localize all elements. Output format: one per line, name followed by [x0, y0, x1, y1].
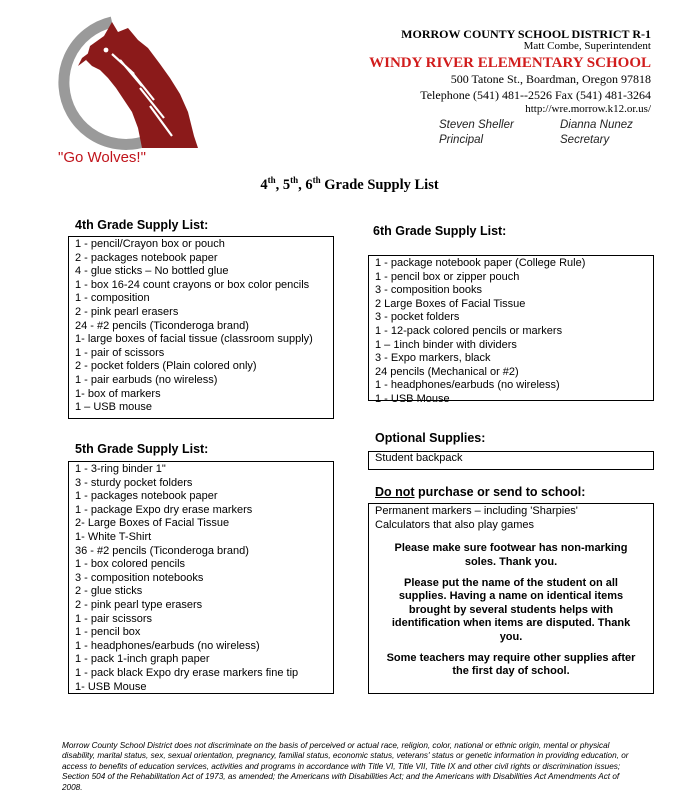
optional-box [368, 451, 654, 470]
school-phone: Telephone (541) 481--2526 Fax (541) 481-3264 [420, 88, 651, 102]
name-label-note: Please put the name of the student on all supplies. Having a name on identical items brought by several students helps with identification when items are disputed. Thank you. [391, 577, 631, 643]
supply-item: 24 - #2 pencils (Ticonderoga brand) [75, 319, 249, 332]
do-not-box [368, 503, 654, 694]
do-not-title: Do not purchase or send to school: [375, 485, 586, 499]
optional-title: Optional Supplies: [375, 431, 486, 445]
supply-item: 1 - 3-ring binder 1" [75, 463, 166, 475]
supply-item: 1 - pencil box [75, 626, 141, 639]
supply-item: 2- Large Boxes of Facial Tissue [75, 517, 230, 530]
optional-item: Student backpack [375, 452, 463, 464]
supply-item: 2 - pocket folders (Plain colored only) [75, 360, 257, 373]
do-not-item: Calculators that also play games [375, 518, 534, 531]
supply-item: 2 - pink pearl type erasers [75, 598, 203, 611]
supply-item: 1 - pencil box or zipper pouch [375, 270, 520, 283]
grade5-list [69, 462, 333, 694]
grade6-title: 6th Grade Supply List: [373, 224, 507, 238]
secretary-title: Secretary [560, 134, 610, 146]
supply-item: 1- White T-Shirt [75, 530, 152, 543]
supply-item: 1 - pack 1-inch graph paper [75, 653, 210, 666]
grade4-list [69, 237, 333, 415]
supply-item: 1- box of markers [75, 387, 161, 400]
grade4-supply-box [68, 236, 334, 419]
do-not-item: Permanent markers – including 'Sharpies' [375, 505, 578, 517]
supply-item: 1 - pencil/Crayon box or pouch [75, 238, 225, 250]
supply-item: 2 - packages notebook paper [75, 251, 218, 264]
school-address: 500 Tatone St., Boardman, Oregon 97818 [450, 72, 651, 86]
supply-item: 24 pencils (Mechanical or #2) [375, 365, 519, 378]
grade4-title: 4th Grade Supply List: [75, 218, 209, 232]
supply-item: 1 - box colored pencils [75, 558, 186, 571]
supply-item: 3 - Expo markers, black [375, 352, 491, 365]
district-name: MORROW COUNTY SCHOOL DISTRICT R-1 [401, 27, 651, 41]
page-title: 4th, 5th, 6th Grade Supply List [260, 175, 439, 193]
secretary-name: Dianna Nunez [560, 119, 633, 131]
supply-item: 1- USB Mouse [75, 680, 147, 693]
principal-name: Steven Sheller [439, 119, 514, 131]
supply-item: 1 - headphones/earbuds (no wireless) [75, 639, 260, 652]
supply-item: 36 - #2 pencils (Ticonderoga brand) [75, 544, 249, 557]
principal-title: Principal [439, 134, 484, 146]
grade6-supply-box [368, 255, 654, 405]
supply-item: 3 - composition notebooks [75, 571, 204, 584]
supply-item: 1 - pack black Expo dry erase markers fine tip [75, 666, 299, 679]
grade5-supply-box [68, 461, 334, 694]
supply-item: 1 - pair of scissors [75, 346, 165, 359]
supply-item: 3 - sturdy pocket folders [75, 476, 193, 489]
supply-item: 1 - headphones/earbuds (no wireless) [375, 379, 560, 392]
supply-item: 1 - 12-pack colored pencils or markers [375, 324, 563, 337]
school-motto: "Go Wolves!" [58, 149, 146, 166]
supply-item: 1 - package notebook paper (College Rule) [375, 257, 586, 269]
supply-item: 2 - pink pearl erasers [75, 305, 179, 318]
teacher-supplies-note: Some teachers may require other supplies after the first day of school. [386, 652, 636, 678]
nondiscrimination-footer: Morrow County School District does not discriminate on the basis of perceived or actual race, religion, color, national or ethnic origin, mental or physical disability, marital status, sex, sexual orientation, pregnancy, familial status, economic status, veterans' status or genetic information in providing education, or access to benefits of education services, activities and programs in accordance with Title VI, Title VII, Title IX and other civil rights or discrimination issues; Section 504 of the Rehabilitation Act of 1973, as amended; the Americans with Disabilities Act; and the Americans with Disabilities Act Amendments Act of 2008. [62, 741, 629, 792]
school-url[interactable]: http://wre.morrow.k12.or.us/ [525, 103, 651, 115]
supply-item: 4 - glue sticks – No bottled glue [75, 265, 229, 278]
supply-item: 1 - packages notebook paper [75, 490, 218, 503]
school-name: WINDY RIVER ELEMENTARY SCHOOL [369, 55, 651, 71]
footwear-note: Please make sure footwear has non-marking soles. Thank you. [394, 542, 628, 568]
supply-item: 3 - composition books [375, 284, 482, 297]
grade5-title: 5th Grade Supply List: [75, 442, 209, 456]
supply-item: 1 – 1inch binder with dividers [375, 338, 517, 351]
supply-item: 1- large boxes of facial tissue (classroom supply) [75, 333, 313, 346]
supply-item: 2 - glue sticks [75, 585, 143, 598]
supply-item: 1 - pair scissors [75, 612, 153, 625]
supply-item: 2 Large Boxes of Facial Tissue [375, 297, 526, 310]
supply-item: 1 - package Expo dry erase markers [75, 503, 253, 516]
wolf-logo [42, 8, 212, 153]
supply-item: 1 - pair earbuds (no wireless) [75, 373, 218, 386]
supply-item: 1 - composition [75, 292, 150, 305]
supply-item: 1 - USB Mouse [375, 392, 450, 405]
supply-item: 3 - pocket folders [375, 311, 460, 324]
supply-item: 1 – USB mouse [75, 401, 153, 414]
superintendent: Matt Combe, Superintendent [523, 40, 651, 52]
grade6-list [369, 256, 653, 407]
supply-item: 1 - box 16-24 count crayons or box color pencils [75, 278, 310, 291]
